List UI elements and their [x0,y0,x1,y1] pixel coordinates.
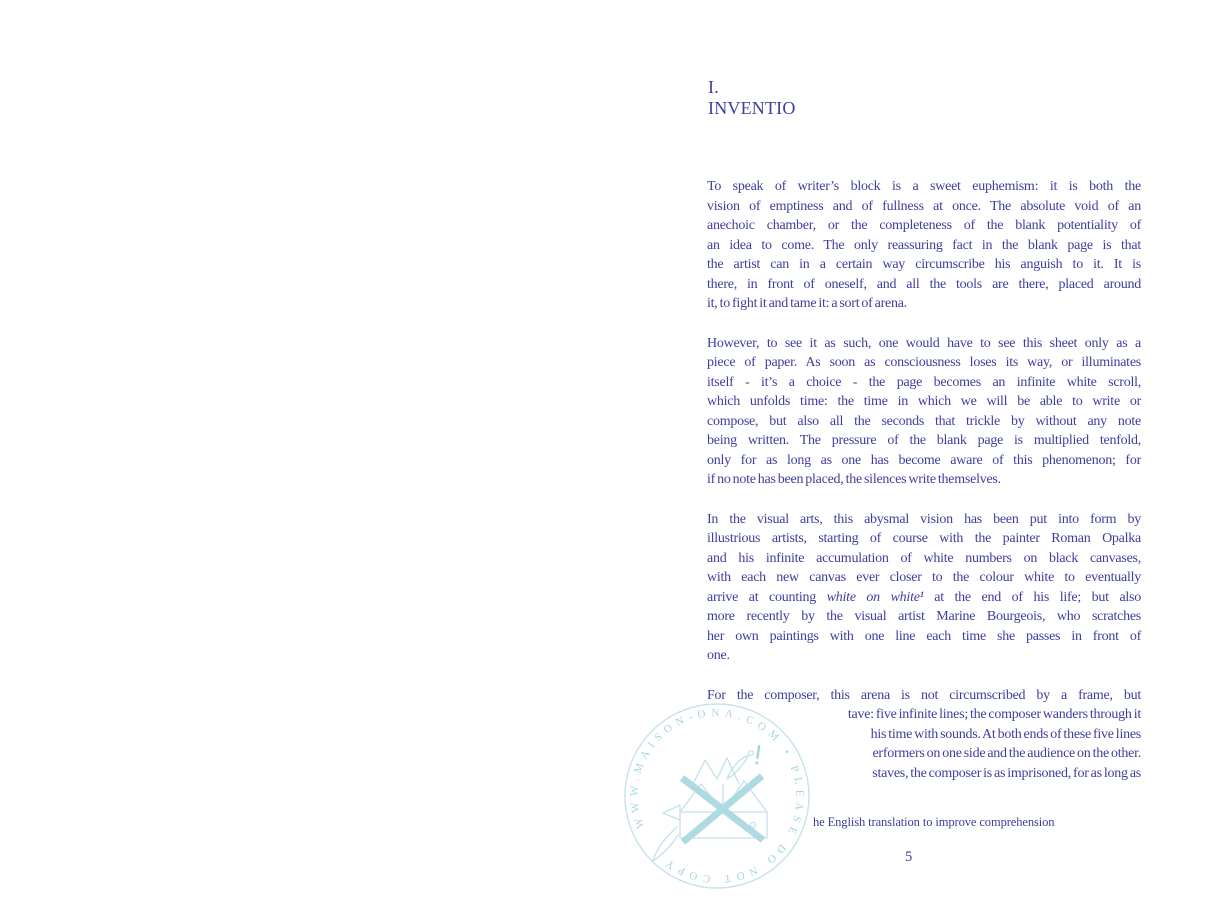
text-line: if no note has been placed, the silences write themselves. [707,472,1001,487]
text-line: his time with sounds. At both ends of these five lines [870,726,1141,742]
text-line: only for as long as one has become aware of this phenomenon; for [707,452,1141,468]
text-line: one. [707,648,730,663]
text-line: compose, but also all the seconds that trickle by without any note [707,413,1141,429]
text-line: an idea to come. The only reassuring fact in the blank page is that [707,237,1141,253]
text-line: the artist can in a certain way circumscribe his anguish to it. It is [707,257,1141,272]
text-line: which unfolds time: the time in which we will be able to write or [707,394,1141,409]
text-line: tave: five infinite lines; the composer wanders through it [847,707,1141,722]
chapter-number: I. [708,77,719,97]
text-line: To speak of writer’s block is a sweet euphemism: it is both the [707,179,1141,194]
paragraph [707,510,1141,666]
text-line: it, to fight it and tame it: a sort of arena. [707,296,907,311]
text-line: illustrious artists, starting of course with the painter Roman Opalka [707,531,1141,546]
text-line: piece of paper. As soon as consciousness loses its way, or illuminates [707,355,1141,370]
text-line: being written. The pressure of the blank page is multiplied tenfold, [707,433,1141,448]
text-line: itself - it’s a choice - the page becomes an infinite white scroll, [707,374,1141,390]
body-paragraphs [707,177,1141,783]
chapter-heading [708,77,796,119]
text-line: and his infinite accumulation of white numbers on black canvases, [707,550,1141,566]
text-line: staves, the composer is as imprisoned, for as long as [872,765,1141,781]
text-line: In the visual arts, this abysmal vision has been put into form by [707,511,1141,527]
text-line: there, in front of oneself, and all the tools are there, placed around [707,276,1141,292]
text-line: with each new canvas ever closer to the colour white to eventually [707,570,1141,585]
paragraph [707,177,1141,314]
text-line: For the composer, this arena is not circumscribed by a frame, but [707,687,1141,703]
do-not-copy-watermark-stamp [622,701,812,891]
chapter-title: INVENTIO [708,98,796,118]
paragraph [707,334,1141,490]
text-line: erformers on one side and the audience on the other. [872,746,1141,761]
text-line: vision of emptiness and of fullness at once. The absolute void of an [707,198,1141,214]
page-number: 5 [905,849,913,865]
text-line: more recently by the visual artist Marine Bourgeois, who scratches [707,609,1141,624]
stamp-ring-text: WWW.MAISON-ONA.COM • PLEASE DO NOT COPY [628,707,806,885]
footnote-fragment: he English translation to improve comprehension [813,815,1055,829]
text-line: anechoic chamber, or the completeness of the blank potentiality of [707,218,1141,233]
text-line: However, to see it as such, one would have to see this sheet only as a [707,335,1141,351]
text-line: her own paintings with one line each time she passes in front of [707,628,1141,644]
text-line: arrive at counting white on white¹ at the end of his life; but also [707,589,1141,605]
